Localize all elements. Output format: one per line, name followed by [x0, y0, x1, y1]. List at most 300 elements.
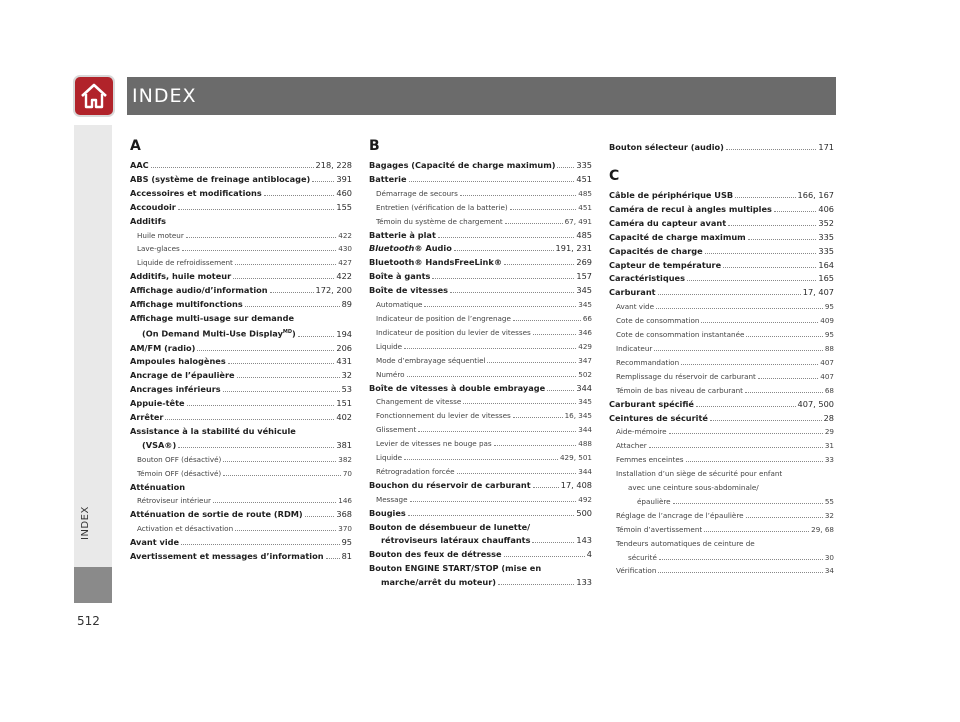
index-entry-text: Attacher — [616, 441, 647, 451]
index-entry-text: marche/arrêt du moteur) — [381, 577, 497, 588]
page-reference[interactable]: 55 — [824, 496, 834, 506]
index-entry[interactable] — [130, 536, 352, 550]
page-reference[interactable]: 500 — [576, 507, 592, 518]
page-reference[interactable]: 485 — [578, 188, 592, 198]
page-reference[interactable]: 70 — [342, 468, 352, 478]
index-entry-text: Ancrages inférieurs — [130, 384, 221, 395]
index-entry-text: Témoin de bas niveau de carburant — [616, 385, 743, 395]
dot-leader — [681, 364, 818, 365]
dot-leader — [696, 406, 796, 407]
index-entry-text: ABS (système de freinage antiblocage) — [130, 173, 311, 184]
index-entry[interactable] — [369, 423, 592, 437]
page-reference[interactable]: 133 — [576, 577, 592, 588]
index-entry-text: Accessoires et modifications — [130, 187, 262, 198]
index-entry[interactable] — [369, 159, 592, 173]
page-reference[interactable]: 335 — [576, 160, 592, 170]
index-entry[interactable] — [369, 242, 592, 256]
index-entry[interactable] — [130, 256, 352, 270]
dot-leader — [659, 559, 823, 560]
dot-leader — [264, 195, 335, 196]
page-reference[interactable]: 151 — [336, 398, 352, 409]
page-reference[interactable]: 172, 200 — [315, 285, 352, 296]
index-entry[interactable] — [369, 479, 592, 493]
page-reference[interactable]: 344 — [576, 382, 592, 393]
index-entry[interactable] — [609, 245, 834, 259]
dot-leader — [151, 167, 314, 168]
index-entry[interactable] — [609, 314, 834, 328]
page-reference[interactable]: 345 — [576, 285, 592, 296]
index-entry-text: (On Demand Multi-Use Display$^{MD}$) — [142, 328, 296, 339]
index-entry[interactable] — [369, 521, 592, 535]
index-entry-text: Installation d’un siège de sécurité pour enfant — [616, 469, 783, 479]
dot-leader — [450, 292, 574, 293]
index-entry[interactable] — [609, 398, 834, 412]
page-reference[interactable]: 34 — [824, 566, 834, 576]
index-entry[interactable] — [130, 342, 352, 356]
index-entry-text: Caméra du capteur avant — [609, 217, 727, 228]
home-button[interactable] — [73, 75, 115, 117]
dot-leader — [504, 264, 574, 265]
dot-leader — [305, 516, 335, 517]
index-entry[interactable] — [369, 229, 592, 243]
index-column-3-top — [609, 141, 834, 155]
index-entry-text: Boîte de vitesses — [369, 285, 449, 296]
dot-leader — [410, 501, 577, 502]
page-reference[interactable]: 335 — [818, 245, 834, 256]
index-entry[interactable] — [130, 481, 352, 495]
page-reference[interactable]: 88 — [824, 343, 834, 353]
index-entry[interactable] — [609, 189, 834, 203]
index-entry[interactable] — [130, 270, 352, 284]
index-entry[interactable] — [369, 326, 592, 340]
dot-leader — [735, 197, 795, 198]
dot-leader — [298, 336, 335, 337]
index-entry-text: Affichage multifonctions — [130, 299, 243, 310]
index-entry-text: Capteur de température — [609, 259, 722, 270]
dot-leader — [418, 431, 576, 432]
dot-leader — [557, 167, 574, 168]
index-entry-text: Batterie à plat — [369, 229, 436, 240]
index-entry[interactable] — [130, 312, 352, 326]
index-entry[interactable] — [369, 215, 592, 229]
index-entry-text: Indicateur de position de l’engrenage — [376, 313, 511, 323]
index-entry[interactable] — [369, 576, 592, 590]
index-entry-text: Lave-glaces — [137, 244, 180, 254]
page-reference[interactable]: 370 — [338, 524, 352, 534]
index-entry[interactable] — [369, 493, 592, 507]
dot-leader — [223, 391, 340, 392]
index-entry-text: Témoin d’avertissement — [616, 524, 703, 534]
index-entry[interactable] — [130, 453, 352, 467]
index-entry[interactable] — [609, 217, 834, 231]
page-reference[interactable]: 406 — [818, 203, 834, 214]
index-entry[interactable] — [130, 369, 352, 383]
page-reference[interactable]: 89 — [341, 299, 352, 310]
index-entry[interactable] — [369, 395, 592, 409]
index-entry[interactable] — [369, 354, 592, 368]
page-reference[interactable]: 422 — [338, 230, 352, 240]
page-reference[interactable]: 381 — [336, 439, 352, 450]
index-entry[interactable] — [369, 437, 592, 451]
index-entry[interactable] — [609, 272, 834, 286]
index-entry-text: Atténuation — [130, 481, 186, 492]
dot-leader — [658, 572, 822, 573]
index-entry-text: Avant vide — [616, 302, 655, 312]
index-entry[interactable] — [369, 270, 592, 284]
page-reference[interactable]: 17, 407 — [802, 287, 834, 298]
dot-leader — [687, 280, 816, 281]
dot-leader — [547, 390, 574, 391]
page-reference[interactable]: 352 — [818, 217, 834, 228]
index-entry-text: Témoin du système de chargement — [376, 216, 503, 226]
page-reference[interactable]: 191, 231 — [555, 243, 592, 254]
page-reference[interactable]: 165 — [818, 273, 834, 284]
superscript: MD — [282, 328, 293, 335]
page-reference[interactable]: 335 — [818, 231, 834, 242]
index-entry[interactable] — [130, 355, 352, 369]
index-entry[interactable] — [130, 284, 352, 298]
index-entry[interactable] — [130, 425, 352, 439]
index-letter-heading: A — [130, 138, 141, 154]
index-entry[interactable] — [609, 356, 834, 370]
index-entry-text: Avertissement et messages d’information — [130, 551, 324, 562]
index-entry[interactable] — [369, 284, 592, 298]
index-entry-text: Boîte à gants — [369, 271, 431, 282]
dot-leader — [726, 149, 816, 150]
index-entry-text: Bougies — [369, 507, 406, 518]
page-reference[interactable]: 344 — [578, 466, 592, 476]
index-entry-text: Tendeurs automatiques de ceinture de — [616, 538, 755, 548]
page-reference[interactable]: 429 — [578, 341, 592, 351]
index-entry-text: Bagages (Capacité de charge maximum) — [369, 160, 556, 170]
dot-leader — [494, 445, 577, 446]
index-entry-text: Changement de vitesse — [376, 397, 462, 407]
dot-leader — [237, 377, 340, 378]
index-entry-text: Affichage audio/d’information — [130, 285, 268, 296]
dot-leader — [669, 433, 823, 434]
page-reference[interactable]: 28 — [823, 412, 834, 423]
index-entry[interactable] — [130, 298, 352, 312]
page-reference[interactable]: 218, 228 — [315, 160, 352, 170]
page-reference[interactable]: 391 — [336, 173, 352, 184]
index-entry-text: Liquide — [376, 453, 403, 463]
dot-leader — [312, 181, 334, 182]
page-reference[interactable]: 206 — [336, 342, 352, 353]
index-entry[interactable] — [369, 340, 592, 354]
dot-leader — [454, 250, 554, 251]
index-entry[interactable] — [130, 508, 352, 522]
index-entry-text: Carburant — [609, 287, 656, 298]
page-reference[interactable]: 346 — [578, 327, 592, 337]
index-entry-text: Boîte de vitesses à double embrayage — [369, 382, 546, 393]
index-entry[interactable] — [369, 382, 592, 396]
page-reference[interactable]: 143 — [576, 535, 592, 546]
dot-leader — [746, 336, 822, 337]
index-entry-text: Message — [376, 494, 408, 504]
index-column-3 — [609, 162, 834, 578]
home-icon — [79, 82, 109, 110]
index-entry-text: Femmes enceintes — [616, 455, 684, 465]
index-entry[interactable] — [609, 412, 834, 426]
index-entry-text: épaulière — [637, 496, 671, 506]
index-entry[interactable] — [130, 215, 352, 229]
index-entry[interactable] — [369, 562, 592, 576]
index-entry[interactable] — [609, 300, 834, 314]
dot-leader — [532, 542, 574, 543]
page-reference[interactable]: 17, 408 — [560, 479, 592, 490]
index-entry[interactable] — [130, 397, 352, 411]
index-entry-text: Bluetooth® Audio — [369, 243, 452, 254]
page-reference[interactable]: 422 — [336, 271, 352, 282]
dot-leader — [774, 211, 816, 212]
page-reference[interactable]: 32 — [824, 510, 834, 520]
dot-leader — [457, 473, 577, 474]
index-entry[interactable] — [369, 534, 592, 548]
index-entry[interactable] — [609, 453, 834, 467]
dot-leader — [187, 405, 335, 406]
index-entry[interactable] — [369, 187, 592, 201]
index-entry-text: Capacité de charge maximum — [609, 231, 746, 242]
index-entry[interactable] — [609, 495, 834, 509]
index-entry-text: Cote de consommation — [616, 316, 700, 326]
index-entry[interactable] — [609, 439, 834, 453]
page-reference[interactable]: 460 — [336, 187, 352, 198]
index-entry-text: Bouton de désembueur de lunette/ — [369, 521, 531, 532]
dot-leader — [235, 264, 336, 265]
index-entry[interactable] — [130, 187, 352, 201]
dot-leader — [165, 419, 334, 420]
dot-leader — [178, 447, 334, 448]
dot-leader — [649, 447, 823, 448]
index-entry[interactable] — [369, 201, 592, 215]
index-entry-text: Bouton ENGINE START/STOP (mise en — [369, 563, 542, 574]
side-tab-marker[interactable] — [74, 567, 112, 603]
page-reference[interactable]: 368 — [336, 509, 352, 520]
page-reference[interactable]: 492 — [578, 494, 592, 504]
index-entry[interactable] — [369, 256, 592, 270]
dot-leader — [510, 209, 577, 210]
dot-leader — [723, 267, 816, 268]
index-entry[interactable] — [609, 259, 834, 273]
page-reference[interactable]: 171 — [818, 142, 834, 152]
index-entry-text: Câble de périphérique USB — [609, 190, 734, 200]
page-reference[interactable]: 430 — [338, 244, 352, 254]
index-entry[interactable] — [609, 537, 834, 551]
dot-leader — [326, 558, 340, 559]
index-entry[interactable] — [609, 286, 834, 300]
index-entry-text: Appuie-tête — [130, 398, 185, 409]
page-reference[interactable]: 407, 500 — [797, 398, 834, 409]
dot-leader — [223, 475, 341, 476]
index-entry-text: Activation et désactivation — [137, 524, 234, 534]
index-entry-text: avec une ceinture sous-abdominale/ — [628, 483, 759, 493]
index-entry-text: Glissement — [376, 425, 417, 435]
index-entry-text: Indicateur de position du levier de vitesses — [376, 327, 531, 337]
dot-leader — [746, 517, 823, 518]
side-tab — [74, 125, 112, 567]
dot-leader — [758, 378, 818, 379]
dot-leader — [686, 461, 823, 462]
page-reference[interactable]: 68 — [824, 385, 834, 395]
index-entry[interactable] — [609, 231, 834, 245]
index-entry[interactable] — [130, 201, 352, 215]
page-reference[interactable]: 451 — [576, 173, 592, 184]
index-entry-text: Bouton sélecteur (audio) — [609, 142, 724, 152]
page-reference[interactable]: 155 — [336, 201, 352, 212]
index-entry[interactable] — [609, 481, 834, 495]
index-entry-text: Numéro — [376, 369, 405, 379]
index-entry[interactable] — [130, 550, 352, 564]
index-entry[interactable] — [369, 409, 592, 423]
index-entry-text: Vérification — [616, 566, 657, 576]
index-entry[interactable] — [609, 425, 834, 439]
page-reference[interactable]: 347 — [578, 355, 592, 365]
index-entry[interactable] — [130, 439, 352, 453]
index-entry[interactable] — [609, 328, 834, 342]
index-entry-text: Réglage de l’ancrage de l’épaulière — [616, 510, 744, 520]
page-reference[interactable]: 485 — [576, 229, 592, 240]
index-entry-text: Batterie — [369, 173, 407, 184]
dot-leader — [513, 320, 581, 321]
page-reference[interactable]: 344 — [578, 425, 592, 435]
page-reference[interactable]: 31 — [824, 441, 834, 451]
page-reference[interactable]: 95 — [341, 537, 352, 548]
page-reference[interactable]: 269 — [576, 257, 592, 268]
index-entry[interactable] — [609, 384, 834, 398]
index-entry[interactable] — [130, 411, 352, 425]
index-entry[interactable] — [369, 451, 592, 465]
index-entry[interactable] — [369, 465, 592, 479]
page-reference[interactable]: 402 — [336, 412, 352, 423]
page-reference[interactable]: 431 — [336, 356, 352, 367]
page-reference[interactable]: 146 — [338, 496, 352, 506]
index-entry-text: AM/FM (radio) — [130, 342, 196, 353]
index-entry[interactable] — [130, 522, 352, 536]
page-reference[interactable]: 157 — [576, 271, 592, 282]
dot-leader — [513, 417, 563, 418]
dot-leader — [498, 584, 574, 585]
side-index-label: INDEX — [80, 506, 91, 540]
page-reference[interactable]: 502 — [578, 369, 592, 379]
index-entry[interactable] — [130, 242, 352, 256]
dot-leader — [424, 306, 576, 307]
index-entry-text: Indicateur — [616, 343, 653, 353]
index-entry[interactable] — [130, 173, 352, 187]
dot-leader — [487, 362, 576, 363]
index-entry-text: Liquide — [376, 341, 403, 351]
index-letter-heading: B — [369, 138, 380, 154]
index-entry-text: Aide-mémoire — [616, 427, 667, 437]
page-reference[interactable]: 95 — [824, 302, 834, 312]
page-reference[interactable]: 166, 167 — [797, 190, 834, 200]
index-entry[interactable] — [609, 342, 834, 356]
page-reference[interactable]: 164 — [818, 259, 834, 270]
index-entry-text: Carburant spécifié — [609, 398, 694, 409]
index-entry-text: Rétrogradation forcée — [376, 466, 455, 476]
page-reference[interactable]: 407 — [820, 357, 834, 367]
index-entry[interactable] — [369, 507, 592, 521]
index-entry[interactable] — [609, 551, 834, 565]
index-entry[interactable] — [609, 203, 834, 217]
index-entry[interactable] — [369, 173, 592, 187]
page-reference[interactable]: 30 — [824, 552, 834, 562]
page-reference[interactable]: 81 — [341, 551, 352, 562]
index-entry-text: Ampoules halogènes — [130, 356, 226, 367]
dot-leader — [505, 223, 563, 224]
index-entry-text: Caméra de recul à angles multiples — [609, 203, 772, 214]
index-entry-text: Liquide de refroidissement — [137, 258, 233, 268]
index-column-2 — [369, 132, 592, 590]
dot-leader — [654, 350, 823, 351]
page-reference[interactable]: 53 — [341, 384, 352, 395]
page-reference[interactable]: 409 — [820, 316, 834, 326]
index-entry[interactable] — [609, 509, 834, 523]
index-entry[interactable] — [609, 523, 834, 537]
index-entry[interactable] — [130, 467, 352, 481]
index-entry-text: Affichage multi-usage sur demande — [130, 312, 295, 323]
index-column-1 — [130, 132, 352, 564]
index-entry-text: Accoudoir — [130, 201, 176, 212]
page-reference[interactable]: 29 — [824, 427, 834, 437]
page-reference[interactable]: 16, 345 — [564, 411, 592, 421]
page-reference[interactable]: 29, 68 — [811, 524, 834, 534]
dot-leader — [460, 195, 576, 196]
page-reference[interactable]: 67, 491 — [564, 216, 592, 226]
page-reference[interactable]: 345 — [578, 300, 592, 310]
index-entry[interactable] — [609, 564, 834, 578]
dot-leader — [223, 461, 336, 462]
index-entry[interactable] — [369, 312, 592, 326]
page-number: 512 — [77, 614, 100, 628]
page-reference[interactable]: 427 — [338, 258, 352, 268]
index-entry[interactable] — [369, 368, 592, 382]
index-entry-text: sécurité — [628, 552, 657, 562]
page-reference[interactable]: 95 — [824, 330, 834, 340]
index-entry-text: Assistance à la stabilité du véhicule — [130, 425, 296, 436]
page-reference[interactable]: 429, 501 — [559, 453, 592, 463]
index-entry[interactable] — [609, 141, 834, 155]
page-reference[interactable]: 345 — [578, 397, 592, 407]
index-entry[interactable] — [130, 326, 352, 342]
index-entry-text: Cote de consommation instantanée — [616, 330, 745, 340]
dot-leader — [745, 392, 823, 393]
page-reference[interactable]: 407 — [820, 371, 834, 381]
index-entry[interactable] — [609, 370, 834, 384]
page-reference[interactable]: 33 — [824, 455, 834, 465]
index-entry-text: Huile moteur — [137, 230, 184, 240]
dot-leader — [710, 420, 822, 421]
page-reference[interactable]: 4 — [586, 549, 592, 560]
page-reference[interactable]: 382 — [338, 454, 352, 464]
dot-leader — [181, 544, 340, 545]
page-reference[interactable]: 66 — [582, 313, 592, 323]
index-entry[interactable] — [130, 383, 352, 397]
page-reference[interactable]: 451 — [578, 202, 592, 212]
page-reference[interactable]: 194 — [336, 328, 352, 339]
index-entry[interactable] — [369, 298, 592, 312]
dot-leader — [705, 253, 817, 254]
index-entry[interactable] — [130, 159, 352, 173]
index-entry-text: Bouton des feux de détresse — [369, 549, 502, 560]
index-entry[interactable] — [609, 467, 834, 481]
page-reference[interactable]: 32 — [341, 370, 352, 381]
page-reference[interactable]: 488 — [578, 439, 592, 449]
index-entry[interactable] — [130, 229, 352, 243]
index-entry[interactable] — [369, 548, 592, 562]
index-entry-text: Remplissage du réservoir de carburant — [616, 371, 756, 381]
dot-leader — [701, 322, 818, 323]
index-entry[interactable] — [130, 494, 352, 508]
